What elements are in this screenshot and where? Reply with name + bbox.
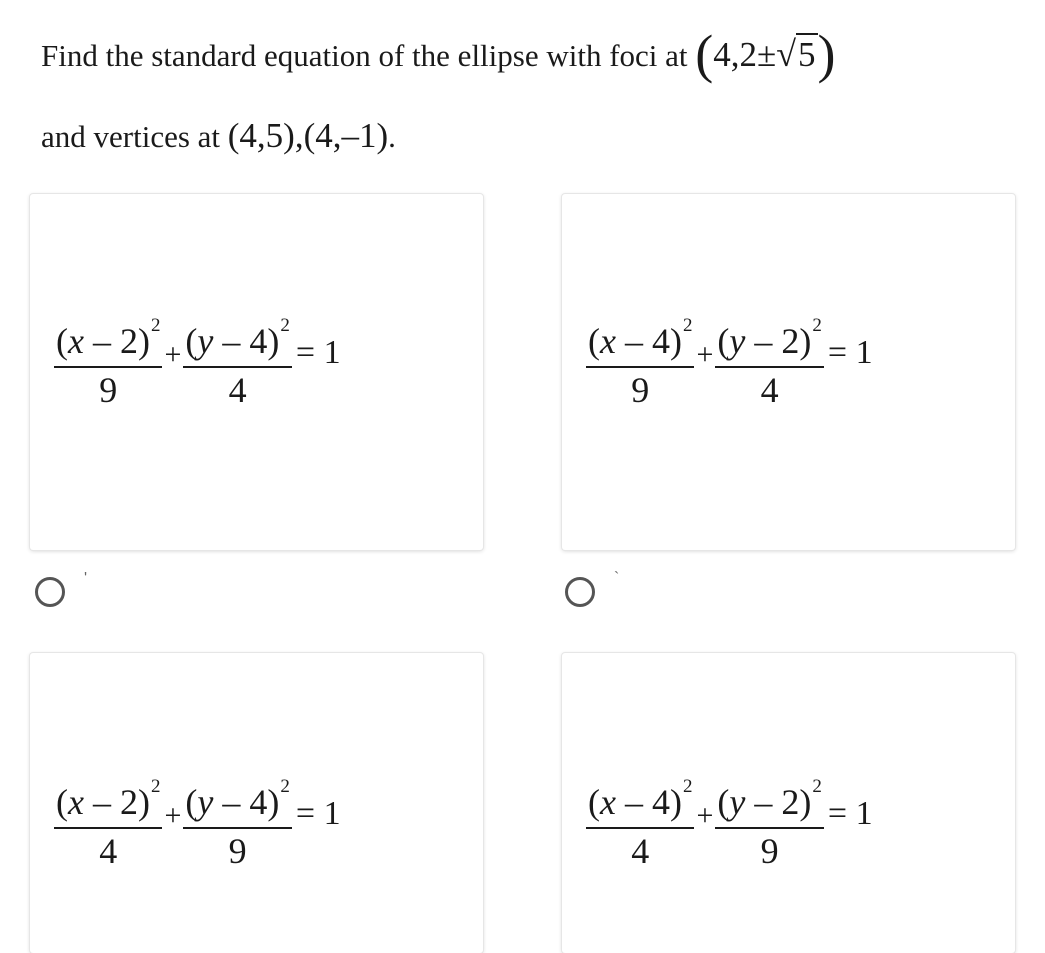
square-root: √5	[776, 34, 816, 74]
radio-mark-2: `	[614, 570, 620, 587]
fraction-x-term: $\frac{(x - 4)^2}{9}$	[586, 304, 694, 410]
equation: $\frac{(x - 4)^2}{4}$ + $\frac{(y - 2)^2}{9}$ = 1	[586, 765, 873, 871]
fraction-y-term: $\frac{(y - 4)^2}{4}$	[183, 304, 291, 410]
fraction-x-term: $\frac{(x - 2)^2}{4}$	[54, 765, 162, 871]
fraction-y-term: $\frac{(y - 4)^2}{9}$	[183, 765, 291, 871]
fraction-y-term: $\frac{(y - 2)^2}{4}$	[715, 304, 823, 410]
question-prompt: Find the standard equation of the ellipse with foci at	[41, 38, 688, 73]
vertices-expression: (4,5),(4,–1)	[227, 116, 389, 155]
fraction-y-term: $\frac{(y - 2)^2}{9}$	[715, 765, 823, 871]
foci-expression: (4,2±√5)	[695, 35, 835, 74]
equation: $\frac{(x - 2)^2}{9}$ + $\frac{(y - 4)^2}{4}$ = 1	[54, 304, 341, 410]
fraction-x-term: $\frac{(x - 4)^2}{4}$	[586, 765, 694, 871]
question-line-2: and vertices at (4,5),(4,–1).	[41, 116, 396, 155]
question-text	[41, 14, 1031, 177]
answer-option-2[interactable]	[562, 194, 1015, 550]
answer-option-1[interactable]	[30, 194, 483, 550]
answer-option-4[interactable]	[562, 653, 1015, 953]
option-1-radio[interactable]	[35, 577, 65, 607]
question-line-1	[41, 14, 1031, 96]
answer-option-3[interactable]	[30, 653, 483, 953]
plus-minus-sign: ±	[757, 35, 777, 74]
equation: $\frac{(x - 2)^2}{4}$ + $\frac{(y - 4)^2}{9}$ = 1	[54, 765, 341, 871]
fraction-x-term: $\frac{(x - 2)^2}{9}$	[54, 304, 162, 410]
vertices-prompt: and vertices at	[41, 119, 221, 154]
option-2-radio[interactable]	[565, 577, 595, 607]
radio-mark-1: '	[84, 570, 88, 587]
equation: $\frac{(x - 4)^2}{9}$ + $\frac{(y - 2)^2}{4}$ = 1	[586, 304, 873, 410]
